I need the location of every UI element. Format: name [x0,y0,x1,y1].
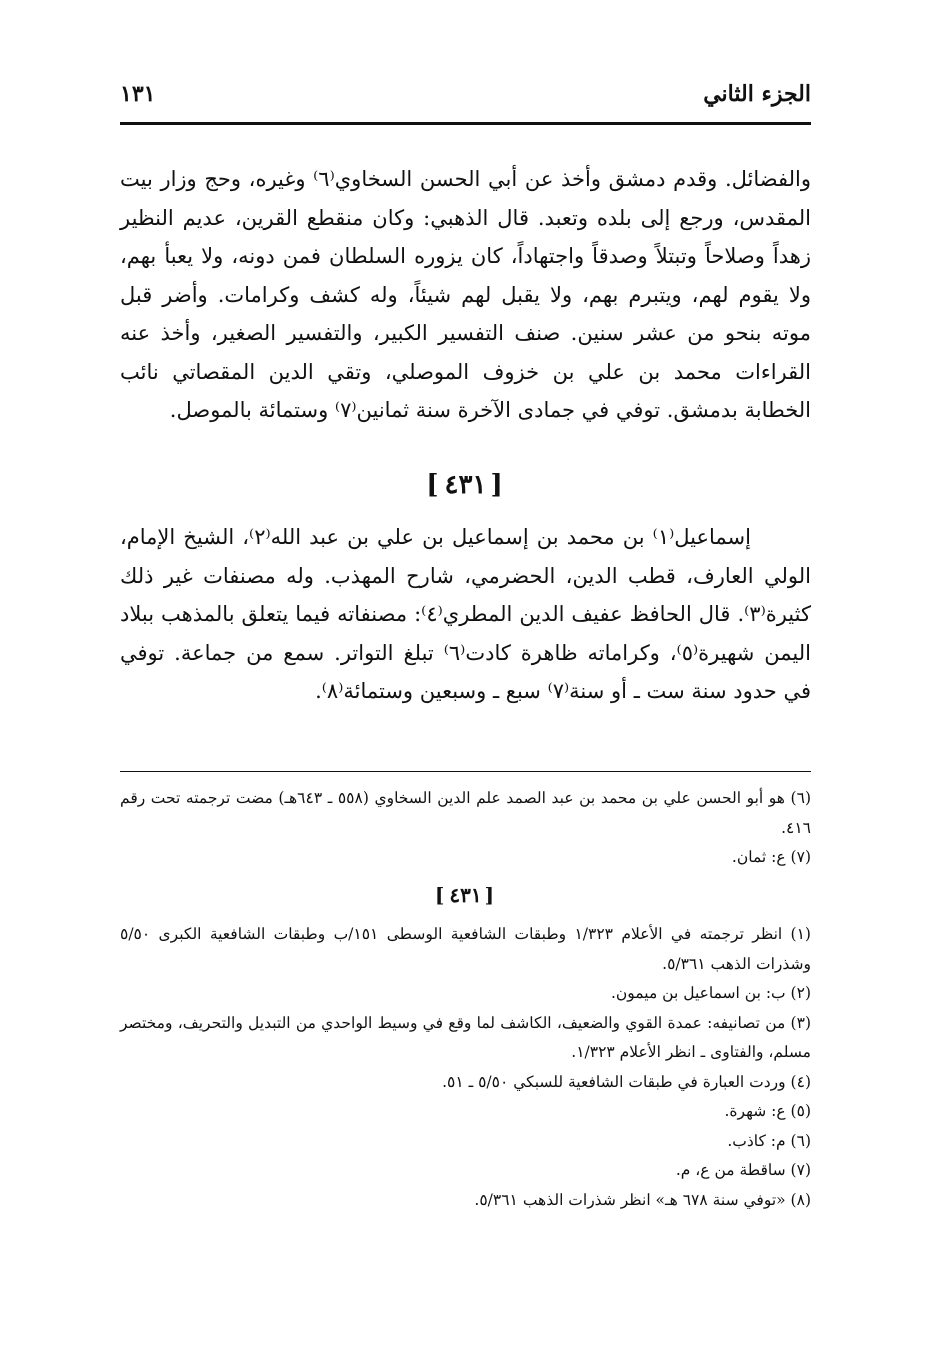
page-number: ١٣١ [120,81,156,107]
footnote-6: (٦) م: كاذب. [727,1131,811,1150]
footnotes-group-heading: [ ٤٣١ ] [120,881,811,911]
entry-paragraph: إسماعيل⁽١⁾ بن محمد بن إسماعيل بن علي بن عبد الله⁽٢⁾، الشيخ الإمام، الولي العارف، قطب الدين، الحضرمي، شارح المهذب. وله مصنفات غير ذلك كثيرة⁽٣⁾. قال الحافظ عفيف الدين المطري⁽٤⁾: مصنفاته فيما يتعلق بالمذهب ببلاد اليمن شهيرة⁽٥⁾، وكراماته ظاهرة كادت⁽٦⁾ تبلغ التواتر. سمع من جماعة. توفي في حدود سنة ست ـ أو سنة⁽٧⁾ سبع ـ وسبعين وستمائة⁽٨⁾. [120,525,812,703]
continuation-paragraph: والفضائل. وقدم دمشق وأخذ عن أبي الحسن السخاوي⁽٦⁾ وغيره، وحج وزار بيت المقدس، ورجع إلى بلده وتعبد. قال الذهبي: وكان منقطع القرين، عديم النظير زهداً وصلاحاً وتبتلاً وصدقاً واجتهاداً، كان يزوره السلطان فمن دونه، ولا يعبأ بهم، ولا يقوم لهم، ويتبرم بهم، ولا يقبل لهم شيئاً، وله كشف وكرامات. وأضر قبل موته بنحو من عشر سنين. صنف التفسير الكبير، والتفسير الصغير، وأخذ عنه القراءات محمد بن علي بن خزوف الموصلي، وتقي الدين المقصاتي نائب الخطابة بدمشق. توفي في جمادى الآخرة سنة ثمانين⁽٧⁾ وستمائة بالموصل. [120,167,811,422]
running-title: الجزء الثاني [703,81,811,107]
main-text [120,160,811,711]
entry-number: ٤٣١ [444,469,487,500]
footnote-7: (٧) ساقطة من ع، م. [675,1161,811,1179]
entry-number-heading: [ ٤٣١ ] [120,466,811,505]
footnote-prev-7: (٧) ع: ثمان. [731,848,811,866]
header-rule [120,122,811,125]
footnote-1: (١) انظر ترجمته في الأعلام ١/٣٢٣ وطبقات الشافعية الوسطى ١٥١/ب وطبقات الشافعية الكبرى ٥/٥٠ وشذرات الذهب ٥/٣٦١. [120,925,811,973]
footnote-rule [120,771,811,772]
footnote-prev-6: (٦) هو أبو الحسن علي بن محمد بن عبد الصمد علم الدين السخاوي (٥٥٨ ـ ٦٤٣هـ) مضت ترجمته تحت رقم ٤١٦. [120,789,811,837]
footnote-5: (٥) ع: شهرة. [724,1102,811,1120]
footnote-8: (٨) «توفي سنة ٦٧٨ هـ» انظر شذرات الذهب ٥/٣٦١. [474,1190,811,1209]
footnotes [120,784,811,1215]
footnote-2: (٢) ب: بن اسماعيل بن ميمون. [610,984,811,1002]
footnote-3: (٣) من تصانيفه: عمدة القوي والضعيف، الكاشف لما وقع في وسيط الواحدي من التبديل والتحريف، ومختصر مسلم، والفتاوى ـ انظر الأعلام ١/٣٢٣. [120,1013,811,1061]
footnotes-group-number: ٤٣١ [449,882,482,907]
page-header [120,70,811,118]
footnote-4: (٤) وردت العبارة في طبقات الشافعية للسبكي ٥/٥٠ ـ ٥١. [442,1072,811,1091]
